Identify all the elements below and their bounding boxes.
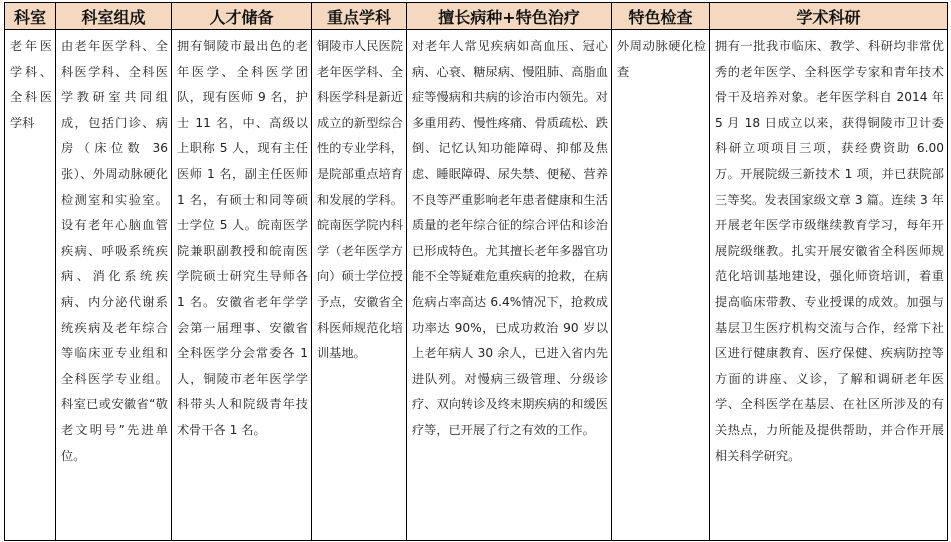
header-key-discipline: 重点学科 bbox=[312, 3, 407, 30]
table-row bbox=[5, 30, 948, 541]
header-talent: 人才储备 bbox=[172, 3, 312, 30]
cell-research-text: 拥有一批我市临床、教学、科研均非常优秀的老年医学、全科医学专家和青年技术骨干及培养对象。老年医学科自 2014 年 5 月 18 日成立以来，获得铜陵市卫计委科研立项项目三项，获经费资助 6.00 万。开展院级三新技术 1 项，并已获院部三等奖。发表国家级文章 3 篇。连续 3 年开展老年医学市级继续教育学习，每年开展院级继教。扎实开展安徽省全科医师规范化培训基地建设，强化师资培训，着重提高临床带教、专业授课的成效。加强与基层卫生医疗机构交流与合作，经常下社区进行健康教育、医疗保健、疾病防控等方面的讲座、义诊，了解和调研老年医学、全科医学在基层、在社区所涉及的有关热点，力所能及提供帮助，并合作开展相关科学研究。 bbox=[715, 39, 944, 463]
department-info-table bbox=[4, 2, 948, 541]
cell-specialty bbox=[407, 30, 612, 541]
cell-research bbox=[710, 30, 948, 541]
header-composition: 科室组成 bbox=[56, 3, 172, 30]
header-row bbox=[5, 3, 948, 30]
cell-specialty-text: 对老年人常见疾病如高血压、冠心病、心衰、糖尿病、慢阻肺、高脂血症等慢病和共病的诊治市内领先。对多重用药、慢性疼痛、骨质疏松、跌倒、记忆认知功能障碍、抑郁及焦虑、睡眠障碍、尿失禁、便秘、营养不良等严重影响老年患者健康和生活质量的老年综合征的综合评估和诊治已形成特色。尤其擅长老年多器官功能不全等疑难危重疾病的抢救，在病危病占率高达 6.4%情况下，抢救成功率达 90%，已成功救治 90 岁以上老年病人 30 余人，已进入省内先进队列。对慢病三级管理、分级诊疗、双向转诊及终末期疾病的和缓医疗等，已开展了行之有效的工作。 bbox=[412, 39, 608, 437]
cell-talent bbox=[172, 30, 312, 541]
cell-talent-text: 拥有铜陵市最出色的老年医学、全科医学团队，现有医师 9 名，护士 11 名，中、高级以上职称 5 人，现有主任医师 1 名，副主任医师 1 名，有硕士和同等硕士学位 5 人。皖南医学院兼职副教授和皖南医学院硕士研究生导师各 1 名。安徽省老年学学会第一届理事、安徽省全科医学分会常委各 1 人，铜陵市老年医学学科带头人和院级青年技术骨干各 1 名。 bbox=[177, 39, 308, 437]
header-specialty: 擅长病种+特色治疗 bbox=[407, 3, 612, 30]
header-research: 学术科研 bbox=[710, 3, 948, 30]
header-exam: 特色检查 bbox=[612, 3, 710, 30]
cell-department: 老年医学科、全科医学科 bbox=[5, 30, 56, 541]
cell-composition bbox=[56, 30, 172, 541]
header-department: 科室 bbox=[5, 3, 56, 30]
cell-composition-text: 由老年医学科、全科医学科、全科医学教研室共同组成，包括门诊、病房（床位数 36 张）、外周动脉硬化检测室和实验室。设有老年心脑血管疾病、呼吸系统疾病、消化系统疾病、内分泌代谢系统疾病及老年综合等临床亚专业组和全科医学专业组。科室已或安徽省“敬老文明号”先进单位。 bbox=[61, 39, 168, 463]
cell-key-discipline-text: 铜陵市人民医院老年医学科、全科医学科是新近成立的新型综合性的专业学科，是院部重点培育和发展的学科。皖南医学院内科学（老年医学方向）硕士学位授予点，安徽省全科医师规范化培训基地。 bbox=[317, 39, 403, 361]
cell-exam: 外周动脉硬化检查 bbox=[612, 30, 710, 541]
cell-key-discipline bbox=[312, 30, 407, 541]
